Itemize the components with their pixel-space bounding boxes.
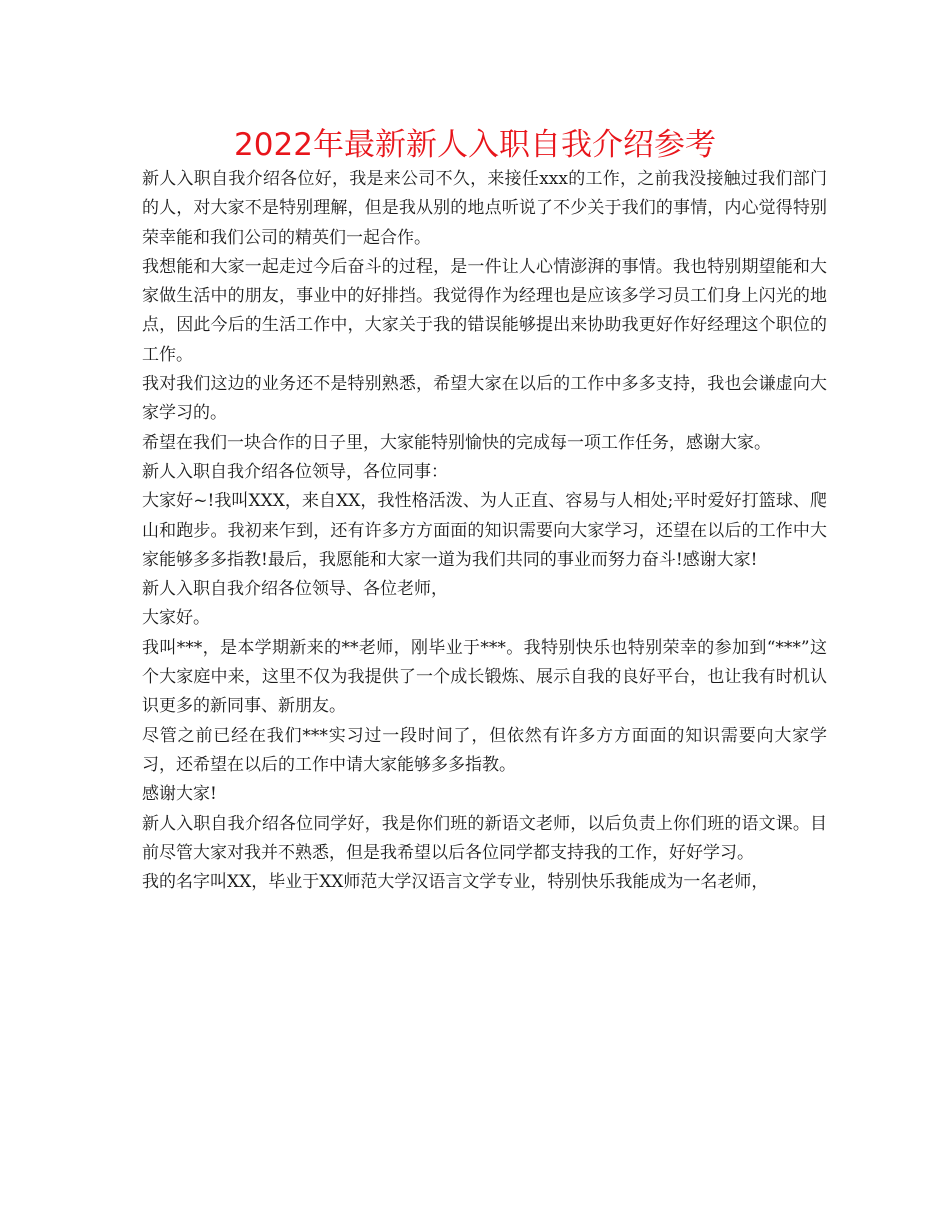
- page-title: 2022年最新新人入职自我介绍参考: [234, 127, 716, 163]
- paragraph: 尽管之前已经在我们***实习过一段时间了，但依然有许多方方面面的知识需要向大家学习，还希望在以后的工作中请大家能够多多指教。: [142, 725, 827, 775]
- paragraph: 我想能和大家一起走过今后奋斗的过程，是一件让人心情澎湃的事情。我也特别期望能和大家做生活中的朋友，事业中的好排挡。我觉得作为经理也是应该多学习员工们身上闪光的地点，因此今后的生活工作中，大家关于我的错误能够提出来协助我更好作好经理这个职位的工作。: [142, 256, 827, 365]
- paragraph: 我叫***，是本学期新来的**老师，刚毕业于***。我特别快乐也特别荣幸的参加到“***”这个大家庭中来，这里不仅为我提供了一个成长锻炼、展示自我的良好平台，也让我有时机认识更多的新同事、新朋友。: [142, 637, 827, 717]
- paragraph: 感谢大家!: [142, 784, 217, 805]
- paragraph: 希望在我们一块合作的日子里，大家能特别愉快的完成每一项工作任务，感谢大家。: [142, 432, 771, 453]
- paragraph: 我对我们这边的业务还不是特别熟悉，希望大家在以后的工作中多多支持，我也会谦虚向大家学习的。: [142, 374, 827, 424]
- paragraph: 新人入职自我介绍各位领导、各位老师，: [142, 579, 448, 600]
- paragraph: 我的名字叫XX，毕业于XX师范大学汉语言文学专业，特别快乐我能成为一名老师，: [142, 872, 769, 893]
- paragraph: 大家好。: [142, 608, 210, 629]
- paragraph: 新人入职自我介绍各位同学好，我是你们班的新语文老师，以后负责上你们班的语文课。目前尽管大家对我并不熟悉，但是我希望以后各位同学都支持我的工作，好好学习。: [142, 813, 827, 863]
- document-body: [142, 165, 827, 897]
- paragraph: 新人入职自我介绍各位好，我是来公司不久，来接任xxx的工作，之前我没接触过我们部门的人，对大家不是特别理解，但是我从别的地点听说了不少关于我们的事情，内心觉得特别荣幸能和我们公司的精英们一起合作。: [142, 169, 827, 248]
- paragraph: 新人入职自我介绍各位领导，各位同事：: [142, 461, 448, 482]
- paragraph: 大家好~!我叫XXX，来自XX，我性格活泼、为人正直、容易与人相处;平时爱好打篮球、爬山和跑步。我初来乍到，还有许多方方面面的知识需要向大家学习，还望在以后的工作中大家能够多多指教!最后，我愿能和大家一道为我们共同的事业而努力奋斗!感谢大家!: [142, 491, 827, 570]
